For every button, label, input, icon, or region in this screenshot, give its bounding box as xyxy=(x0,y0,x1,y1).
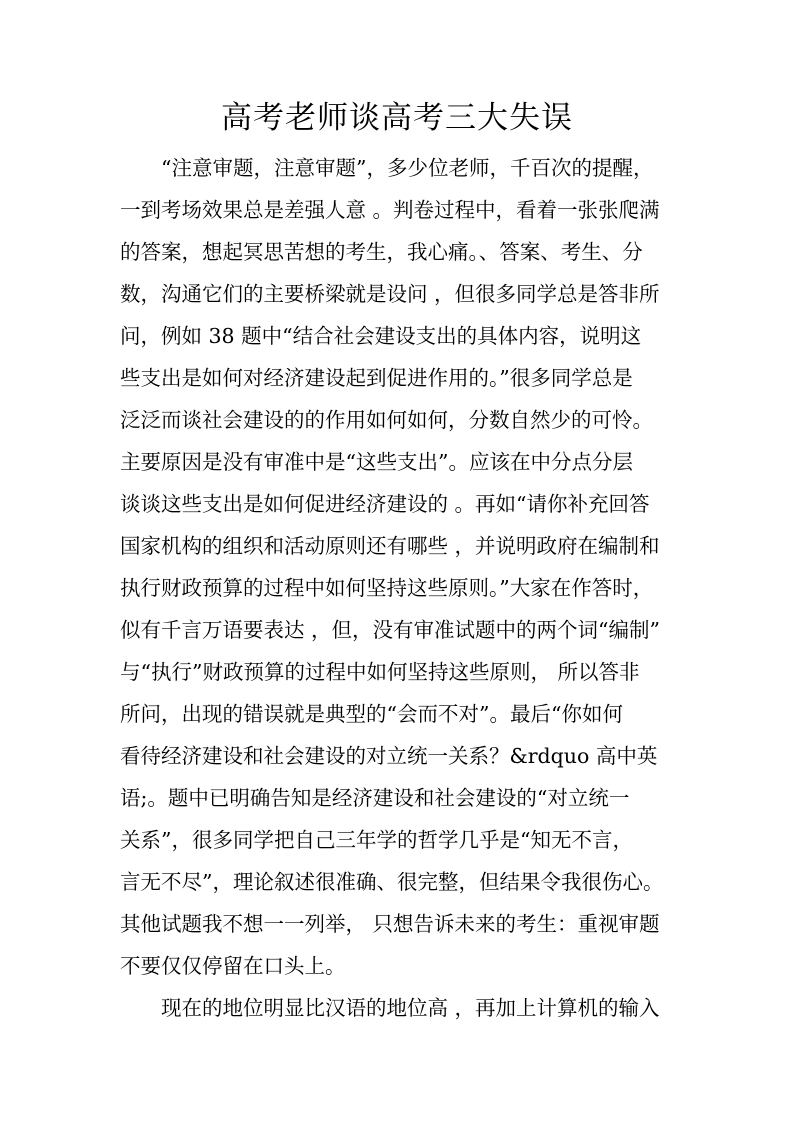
text-line: 一到考场效果总是差强人意 。判卷过程中，看着一张张爬满 xyxy=(120,198,660,222)
text-line: 与“执行”财政预算的过程中如何坚持这些原则， 所以答非 xyxy=(120,660,640,684)
text-line: “注意审题，注意审题”，多少位老师，千百次的提醒， xyxy=(120,156,654,180)
text-line: 泛泛而谈社会建设的的作用如何如何，分数自然少的可怜。 xyxy=(120,408,653,432)
text-line: 执行财政预算的过程中如何坚持这些原则。”大家在作答时， xyxy=(120,576,654,600)
text-line: 问，例如 38 题中“结合社会建设支出的具体内容，说明这 xyxy=(120,324,642,348)
text-line: 所问，出现的错误就是典型的“会而不对”。最后“你如何 xyxy=(120,702,623,726)
text-line: 国家机构的组织和活动原则还有哪些 ，并说明政府在编制和 xyxy=(120,534,660,558)
text-line: 谈谈这些支出是如何促进经济建设的 。再如“请你补充回答 xyxy=(120,492,650,516)
text-line: 的答案，想起冥思苦想的考生，我心痛。、答案、考生、分 xyxy=(120,240,643,264)
text-line: 现在的地位明显比汉语的地位高 ，再加上计算机的输入 xyxy=(120,996,660,1020)
text-line: 关系”，很多同学把自己三年学的哲学几乎是“知无不言， xyxy=(120,828,633,852)
text-line: 似有千言万语要表达 ，但，没有审准试题中的两个词“编制” xyxy=(120,618,660,642)
text-line: 语;。题中已明确告知是经济建设和社会建设的“对立统一 xyxy=(120,786,630,810)
text-line: 不要仅仅停留在口头上。 xyxy=(120,954,346,978)
text-line: 看待经济建设和社会建设的对立统一关系？&rdquo 高中英 xyxy=(120,744,658,768)
text-line: 些支出是如何对经济建设起到促进作用的。”很多同学总是 xyxy=(120,366,633,390)
text-line: 言无不尽”，理论叙述很准确、很完整，但结果令我很伤心。 xyxy=(120,870,664,894)
text-line: 其他试题我不想一一列举， 只想告诉未来的考生：重视审题 xyxy=(120,912,660,936)
text-line: 主要原因是没有审准中是“这些支出”。应该在中分点分层 xyxy=(120,450,633,474)
document-title: 高考老师谈高考三大失误 xyxy=(221,100,573,136)
text-line: 数，沟通它们的主要桥梁就是设问 ，但很多同学总是答非所 xyxy=(120,282,660,306)
